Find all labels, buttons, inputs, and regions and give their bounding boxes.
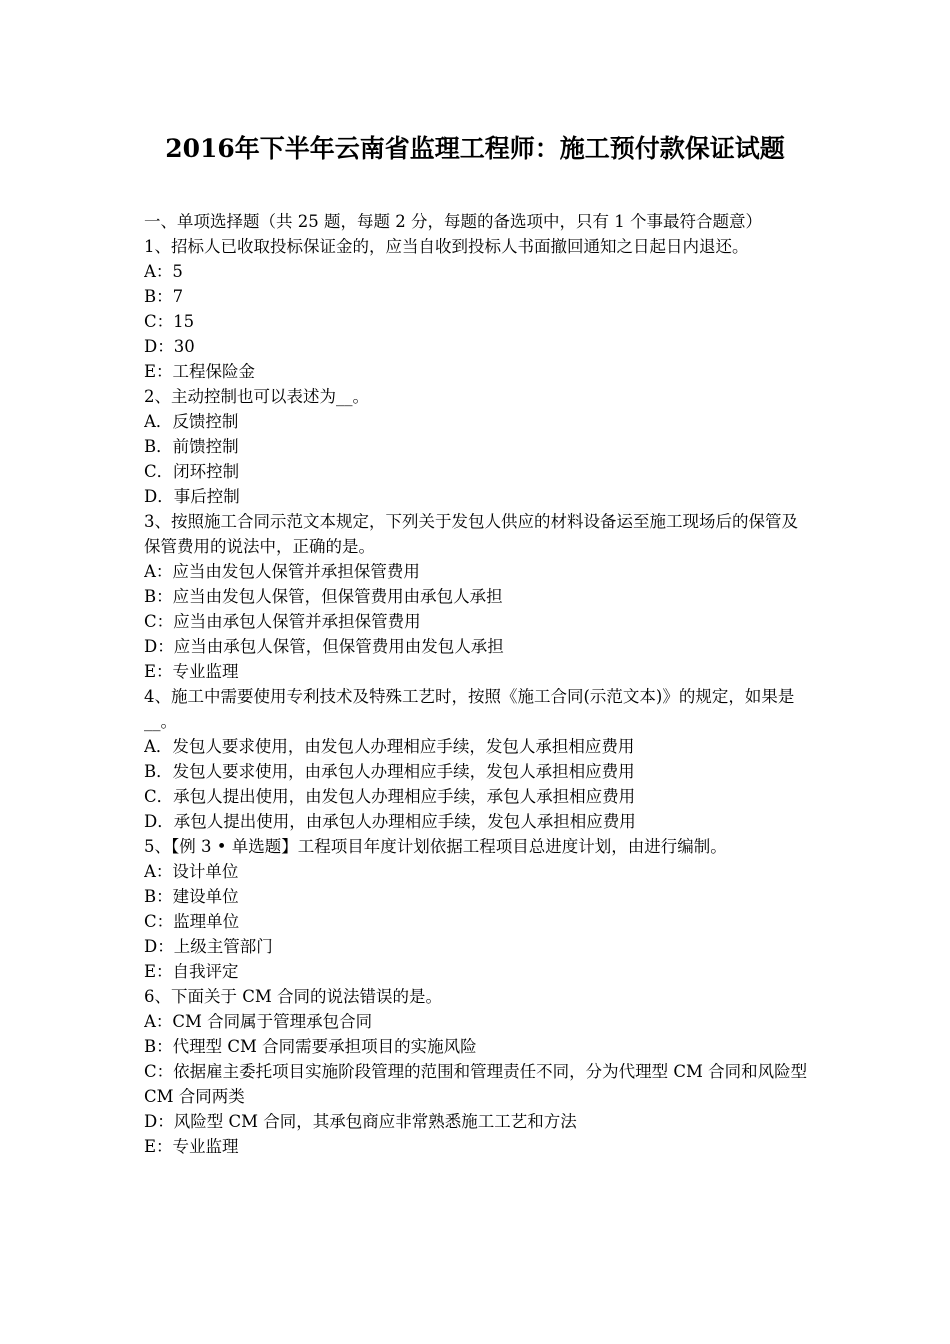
option: D：风险型 CM 合同，其承包商应非常熟悉施工工艺和方法 — [144, 1112, 577, 1131]
option: C：应当由承包人保管并承担保管费用 — [144, 612, 421, 631]
option: A．发包人要求使用，由发包人办理相应手续，发包人承担相应费用 — [144, 737, 635, 756]
option: B：7 — [144, 287, 184, 306]
question-5 — [144, 834, 809, 984]
question-3 — [144, 509, 809, 684]
question-6 — [144, 984, 809, 1159]
option: B．发包人要求使用，由承包人办理相应手续，发包人承担相应费用 — [144, 762, 635, 781]
option: C：依据雇主委托项目实施阶段管理的范围和管理责任不同，分为代理型 CM 合同和风险型 CM 合同两类 — [144, 1062, 808, 1106]
option: E：工程保险金 — [144, 362, 256, 381]
option: D．事后控制 — [144, 487, 240, 506]
option: A：CM 合同属于管理承包合同 — [144, 1012, 373, 1031]
option: E：专业监理 — [144, 662, 239, 681]
option: C．闭环控制 — [144, 462, 240, 481]
option: E：自我评定 — [144, 962, 239, 981]
question-stem: 1、招标人已收取投标保证金的，应当自收到投标人书面撤回通知之日起日内退还。 — [144, 237, 749, 256]
question-stem: 2、主动控制也可以表述为__。 — [144, 387, 369, 406]
option: D：上级主管部门 — [144, 937, 273, 956]
question-4 — [144, 684, 809, 834]
option: A：5 — [144, 262, 183, 281]
question-stem: 3、按照施工合同示范文本规定，下列关于发包人供应的材料设备运至施工现场后的保管及保管费用的说法中，正确的是。 — [144, 512, 798, 556]
option: A．反馈控制 — [144, 412, 239, 431]
option: D：30 — [144, 337, 195, 356]
document-body — [144, 209, 809, 1159]
question-1 — [144, 234, 809, 384]
question-stem: 4、施工中需要使用专利技术及特殊工艺时，按照《施工合同(示范文本)》的规定，如果是__。 — [144, 687, 795, 731]
question-stem: 6、下面关于 CM 合同的说法错误的是。 — [144, 987, 443, 1006]
question-stem: 5、【例 3 • 单选题】工程项目年度计划依据工程项目总进度计划，由进行编制。 — [144, 837, 727, 856]
option: A：应当由发包人保管并承担保管费用 — [144, 562, 420, 581]
option: A：设计单位 — [144, 862, 239, 881]
option: B：建设单位 — [144, 887, 239, 906]
question-2 — [144, 384, 809, 509]
option: D．承包人提出使用，由承包人办理相应手续，发包人承担相应费用 — [144, 812, 636, 831]
option: C：15 — [144, 312, 195, 331]
document-title: 2016年下半年云南省监理工程师：施工预付款保证试题 — [165, 134, 785, 163]
option: B：应当由发包人保管，但保管费用由承包人承担 — [144, 587, 503, 606]
option: C：监理单位 — [144, 912, 240, 931]
section-header: 一、单项选择题（共 25 题，每题 2 分，每题的备选项中，只有 1 个事最符合题意） — [144, 212, 762, 231]
option: B．前馈控制 — [144, 437, 239, 456]
option: C．承包人提出使用，由发包人办理相应手续，承包人承担相应费用 — [144, 787, 636, 806]
option: D：应当由承包人保管，但保管费用由发包人承担 — [144, 637, 504, 656]
option: E：专业监理 — [144, 1137, 239, 1156]
option: B：代理型 CM 合同需要承担项目的实施风险 — [144, 1037, 477, 1056]
